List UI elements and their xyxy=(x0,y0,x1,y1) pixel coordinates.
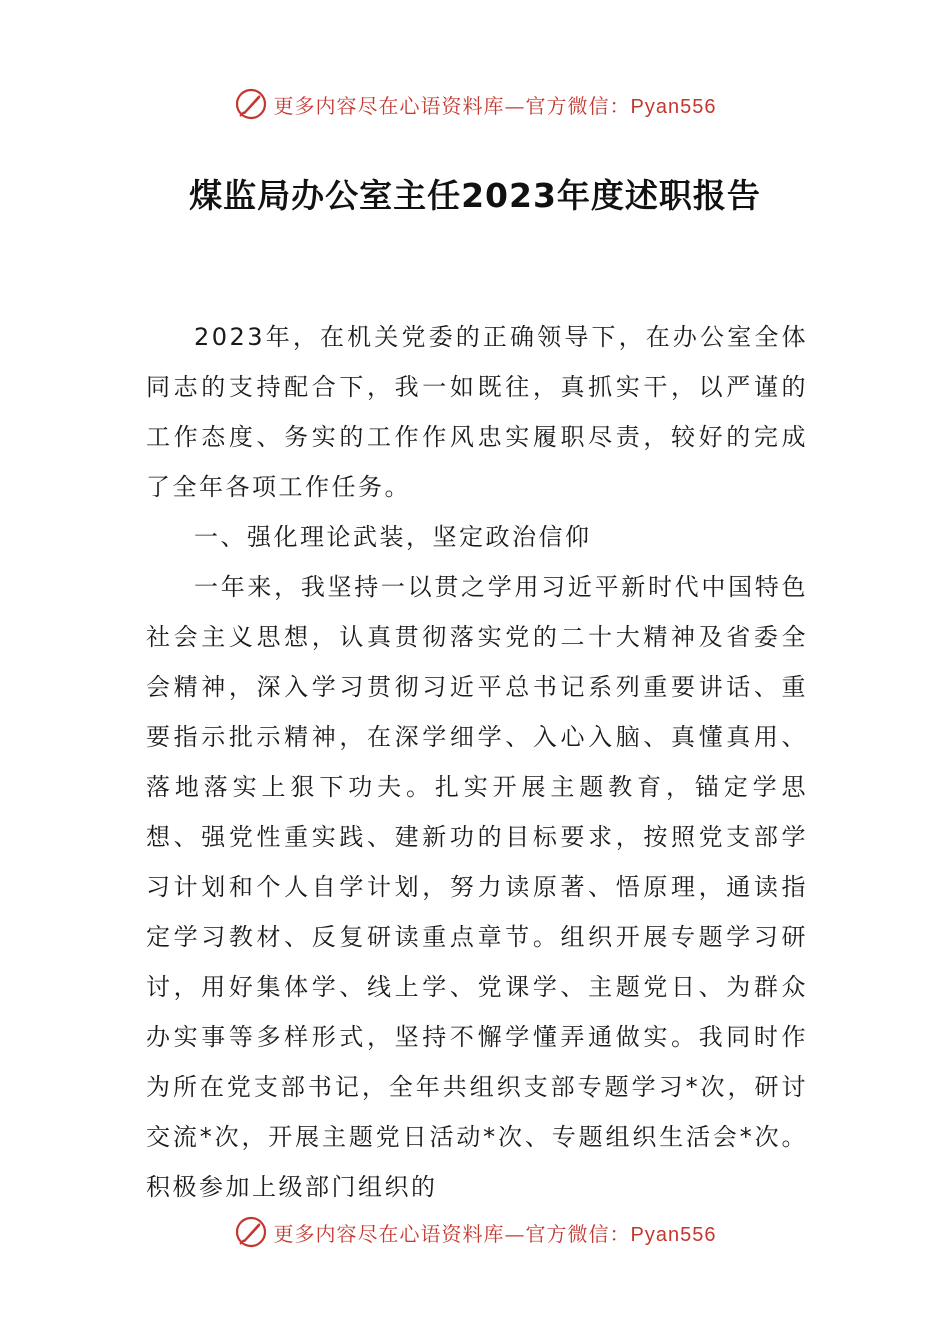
document-title: 煤监局办公室主任2023年度述职报告 xyxy=(189,176,761,215)
watermark-wechat-id: Pyan556 xyxy=(630,1223,717,1246)
watermark-wechat-id: Pyan556 xyxy=(630,95,717,118)
watermark-header xyxy=(0,84,950,124)
watermark-label: 更多内容尽在心语资料库—官方微信： xyxy=(273,1221,631,1246)
section-heading-1: 一、强化理论武装，坚定政治信仰 xyxy=(194,523,592,551)
document-body xyxy=(146,312,808,1212)
paragraph-intro: 2023年，在机关党委的正确领导下，在办公室全体同志的支持配合下，我一如既往，真抓实干，以严谨的工作态度、务实的工作作风忠实履职尽责，较好的完成了全年各项工作任务。 xyxy=(146,323,808,501)
paragraph-section-1: 一年来，我坚持一以贯之学用习近平新时代中国特色社会主义思想，认真贯彻落实党的二十大精神及省委全会精神，深入学习贯彻习近平总书记系列重要讲话、重要指示批示精神，在深学细学、入心入脑、真懂真用、落地落实上狠下功夫。扎实开展主题教育，锚定学思想、强党性重实践、建新功的目标要求，按照党支部学习计划和个人自学计划，努力读原著、悟原理，通读指定学习教材、反复研读重点章节。组织开展专题学习研讨，用好集体学、线上学、党课学、主题党日、为群众办实事等多样形式，坚持不懈学懂弄通做实。我同时作为所在党支部书记，全年共组织支部专题学习*次，研讨交流*次，开展主题党日活动*次、专题组织生活会*次。积极参加上级部门组织的 xyxy=(146,573,808,1201)
watermark-text xyxy=(274,90,717,119)
watermark-text xyxy=(274,1218,717,1247)
quill-pen-icon xyxy=(234,87,268,121)
quill-pen-icon xyxy=(234,1215,268,1249)
watermark-footer xyxy=(0,1212,950,1252)
watermark-label: 更多内容尽在心语资料库—官方微信： xyxy=(273,93,631,118)
